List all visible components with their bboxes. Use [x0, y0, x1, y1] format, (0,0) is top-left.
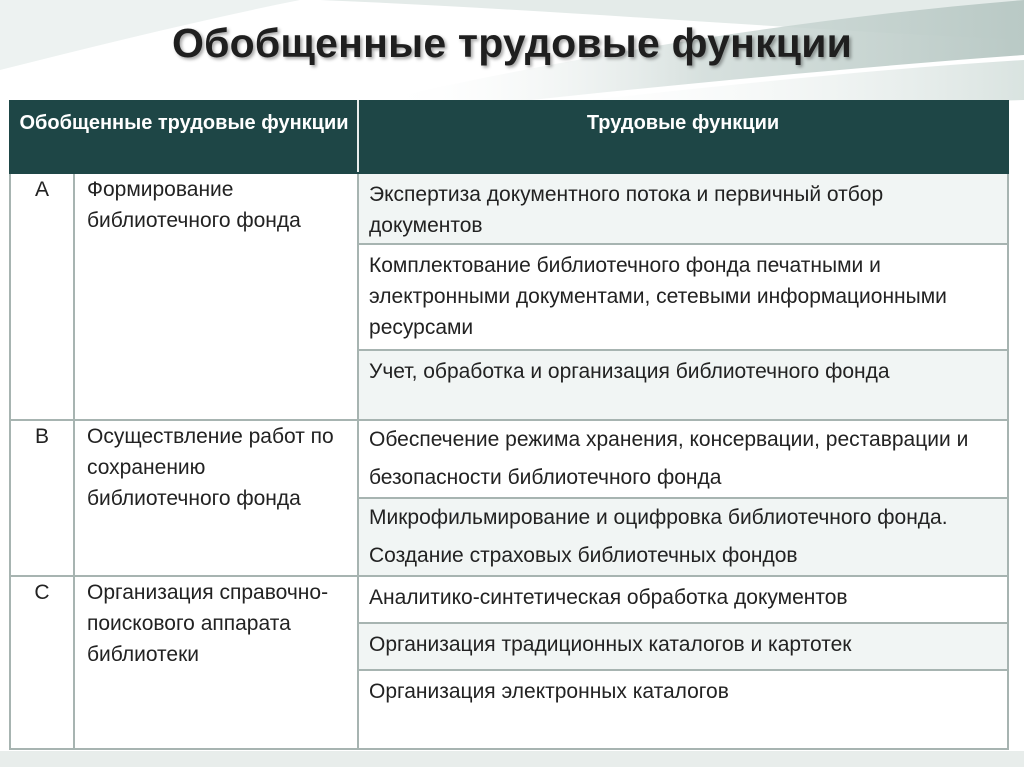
group-name: Осуществление работ по сохранению библиотечного фонда: [74, 420, 358, 576]
group-code: A: [10, 173, 74, 420]
group-code: B: [10, 420, 74, 576]
table-header-row: [10, 101, 1008, 173]
function-cell: Обеспечение режима хранения, консервации, реставрации и безопасности библиотечного фонда: [358, 420, 1008, 498]
group-code: C: [10, 576, 74, 749]
group-name: Организация справочно-поискового аппарата библиотеки: [74, 576, 358, 749]
table-row: [10, 173, 1008, 244]
function-cell: Организация электронных каталогов: [358, 670, 1008, 749]
function-cell: Аналитико-синтетическая обработка документов: [358, 576, 1008, 623]
table-row: [10, 576, 1008, 623]
function-cell: Экспертиза документного потока и первичный отбор документов: [358, 173, 1008, 244]
functions-table: [9, 100, 1009, 750]
function-cell: Организация традиционных каталогов и картотек: [358, 623, 1008, 670]
slide-title: Обобщенные трудовые функции: [172, 20, 852, 66]
footer-band: [0, 751, 1024, 767]
function-cell: Учет, обработка и организация библиотечного фонда: [358, 350, 1008, 420]
table-row: [10, 420, 1008, 498]
function-cell: Микрофильмирование и оцифровка библиотечного фонда. Создание страховых библиотечных фондов: [358, 498, 1008, 576]
function-cell: Комплектование библиотечного фонда печатными и электронными документами, сетевыми информационными ресурсами: [358, 244, 1008, 350]
group-name: Формирование библиотечного фонда: [74, 173, 358, 420]
header-labor-functions: Трудовые функции: [358, 101, 1008, 173]
header-generalized-functions: Обобщенные трудовые функции: [10, 101, 358, 173]
